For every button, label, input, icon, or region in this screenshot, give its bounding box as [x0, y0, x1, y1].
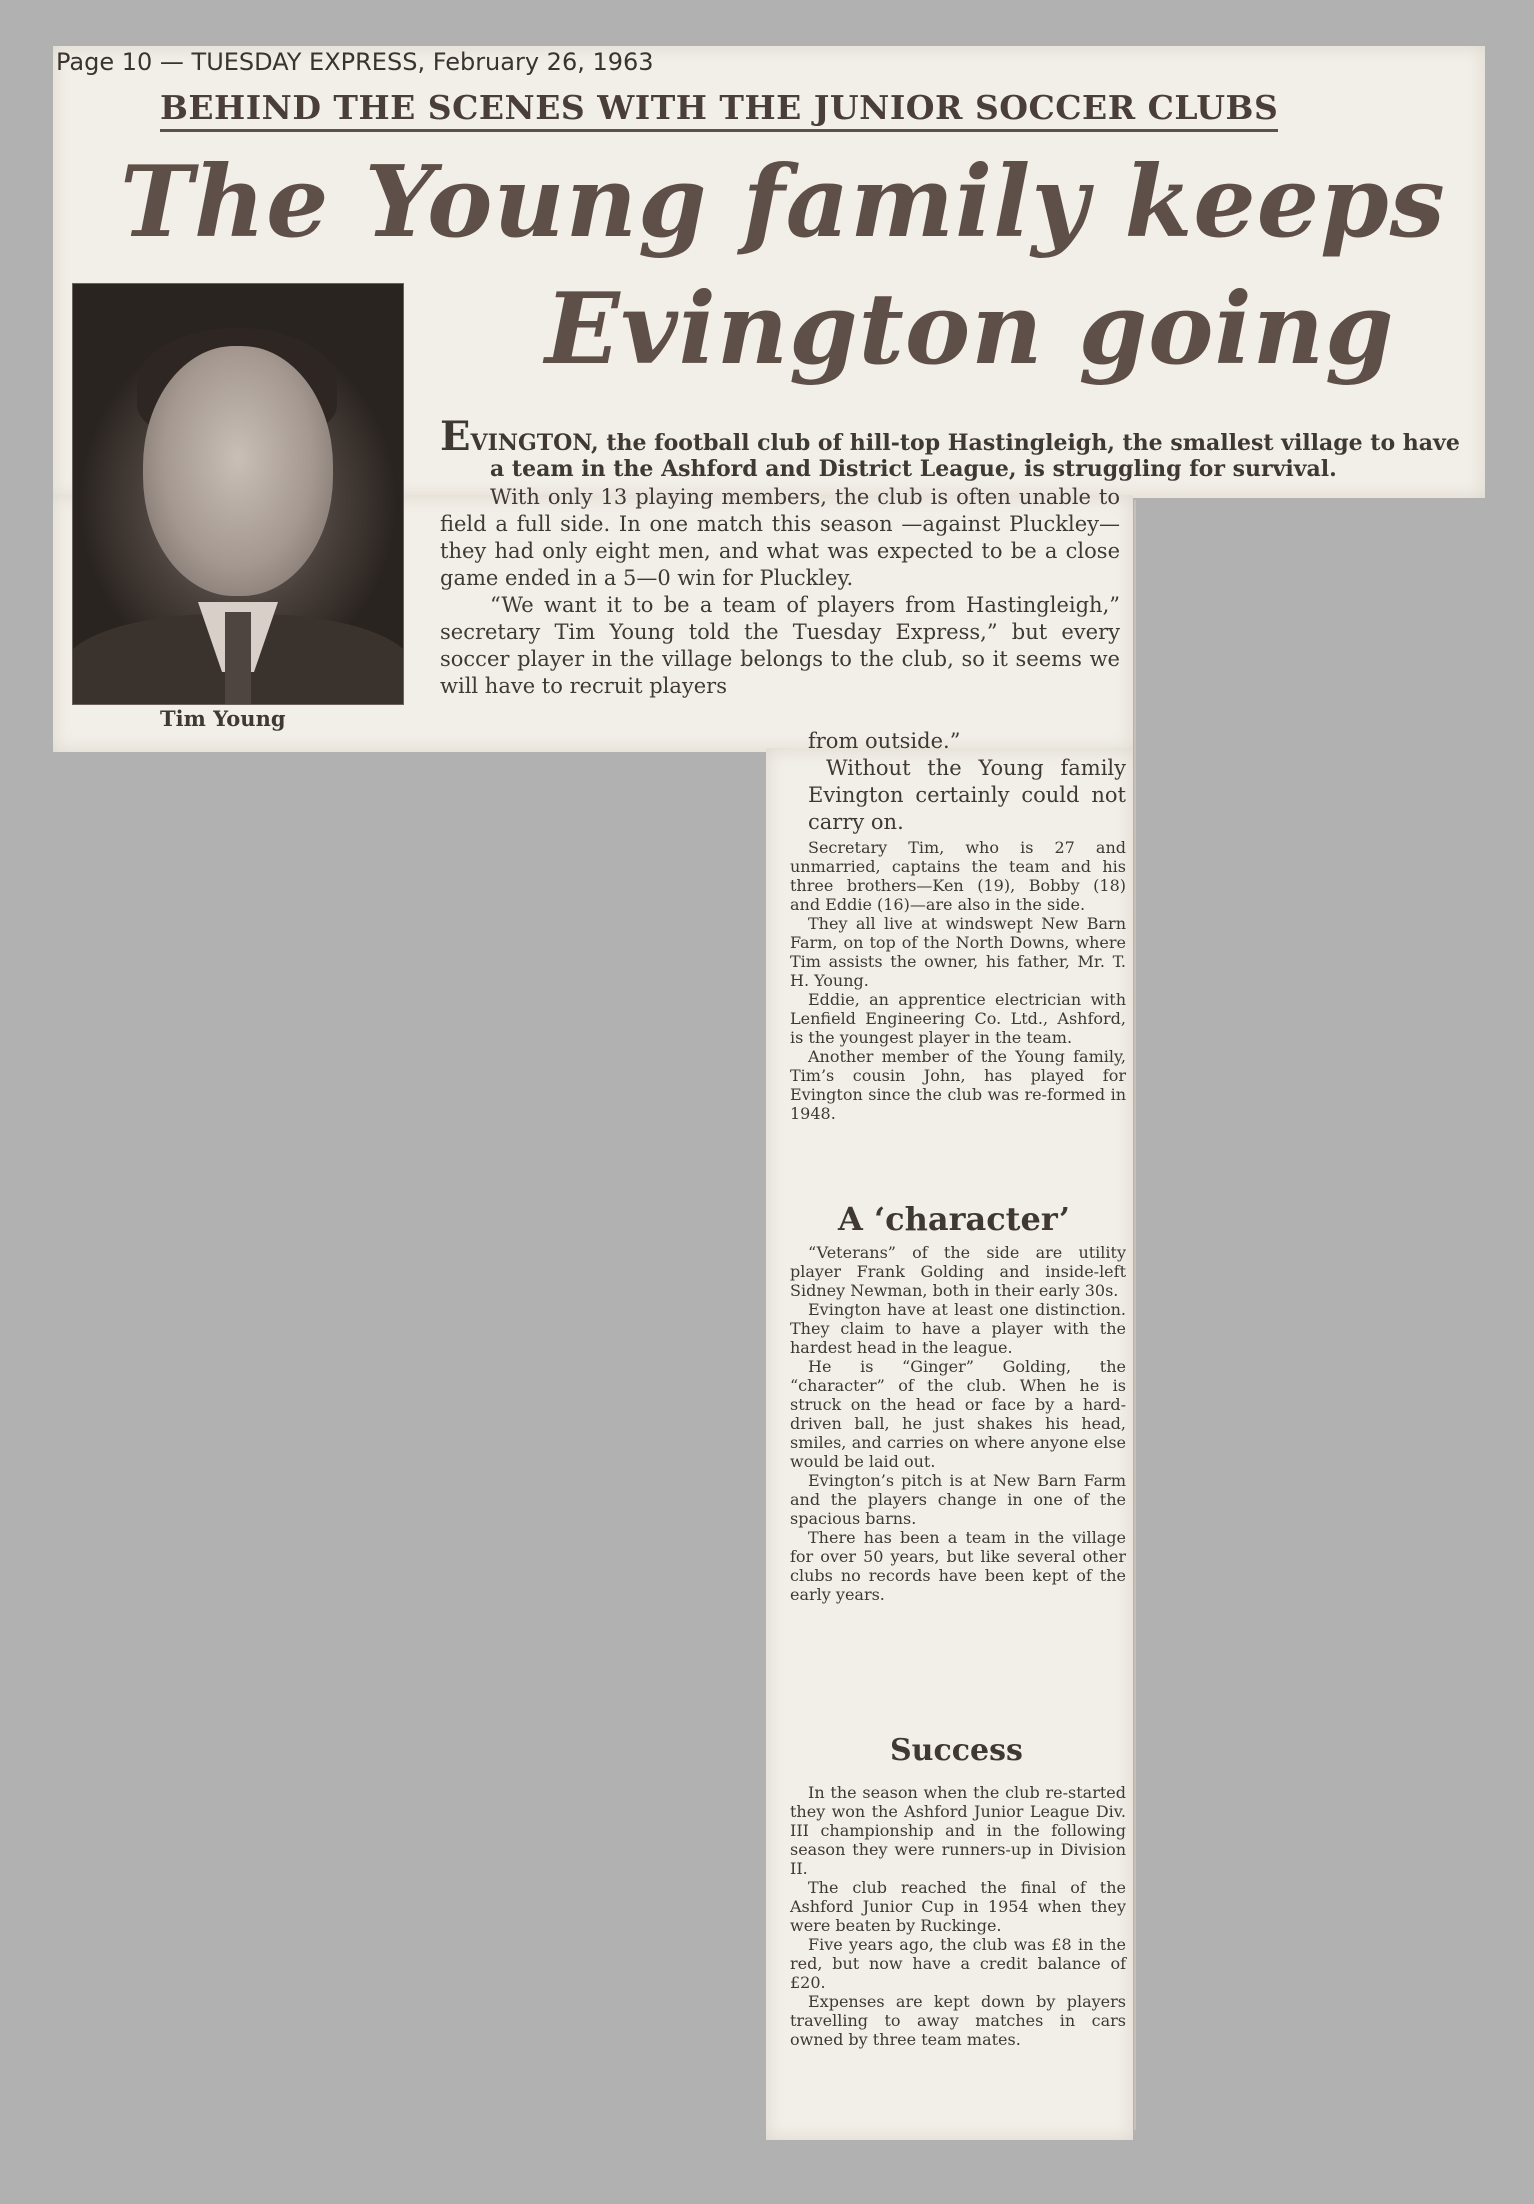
article-narrow-column-1	[790, 838, 1126, 1123]
article-wide-column	[440, 484, 1120, 700]
paragraph-12: There has been a team in the village for over 50 years, but like several other clubs no records have been kept of the early years.	[790, 1528, 1126, 1604]
paragraph-14: The club reached the final of the Ashford Junior Cup in 1954 when they were beaten by Ruckinge.	[790, 1878, 1126, 1935]
lede-line-1: VINGTON, the football club of hill-top Hastingleigh, the smallest village to have	[470, 430, 1460, 456]
photo-caption: Tim Young	[160, 706, 286, 731]
subhead-character: A ‘character’	[838, 1200, 1070, 1238]
article-narrow-large	[808, 728, 1126, 836]
paragraph-2: “We want it to be a team of players from Hastingleigh,” secretary Tim Young told the Tuesday Express,” but every soccer player in the village belongs to the club, so it seems we will have to recruit players	[440, 593, 1120, 698]
paragraph-1: With only 13 playing members, the club is often unable to field a full side. In one match this season —against Pluckley—they had only eight men, and what was expected to be a close game ended in a 5—0 win for Pluckley.	[440, 485, 1120, 590]
paragraph-10: He is “Ginger” Golding, the “character” of the club. When he is struck on the head or face by a hard-driven ball, he just shakes his head, smiles, and carries on where anyone else would be laid out.	[790, 1357, 1126, 1471]
dateline: Page 10 — TUESDAY EXPRESS, February 26, 1963	[56, 48, 654, 76]
paragraph-13: In the season when the club re-started they won the Ashford Junior League Div. III championship and in the following season they were runners-up in Division II.	[790, 1783, 1126, 1878]
drop-cap: E	[440, 413, 471, 460]
article-lede	[440, 413, 1470, 482]
subhead-success: Success	[890, 1733, 1023, 1768]
paragraph-7: Another member of the Young family, Tim’s cousin John, has played for Evington since the club was re-formed in 1948.	[790, 1047, 1126, 1123]
photo-face	[143, 346, 333, 596]
paragraph-11: Evington’s pitch is at New Barn Farm and the players change in one of the spacious barns.	[790, 1471, 1126, 1528]
paragraph-15: Five years ago, the club was £8 in the red, but now have a credit balance of £20.	[790, 1935, 1126, 1992]
headline-line-1: The Young family keeps	[120, 145, 1446, 260]
paragraph-5: They all live at windswept New Barn Farm, on top of the North Downs, where Tim assists the owner, his father, Mr. T. H. Young.	[790, 914, 1126, 990]
portrait-photo	[72, 283, 404, 705]
paragraph-8: “Veterans” of the side are utility player Frank Golding and inside-left Sidney Newman, both in their early 30s.	[790, 1243, 1126, 1300]
column-edge	[1134, 500, 1136, 2130]
paragraph-16: Expenses are kept down by players travelling to away matches in cars owned by three team mates.	[790, 1992, 1126, 2049]
photo-tie	[225, 612, 251, 704]
article-narrow-column-2	[790, 1243, 1126, 1604]
paragraph-6: Eddie, an apprentice electrician with Lenfield Engineering Co. Ltd., Ashford, is the youngest player in the team.	[790, 990, 1126, 1047]
paragraph-4: Secretary Tim, who is 27 and unmarried, captains the team and his three brothers—Ken (19), Bobby (18) and Eddie (16)—are also in the side.	[790, 838, 1126, 914]
paragraph-2-end: from outside.”	[808, 729, 961, 753]
paragraph-9: Evington have at least one distinction. They claim to have a player with the hardest head in the league.	[790, 1300, 1126, 1357]
kicker-heading: BEHIND THE SCENES WITH THE JUNIOR SOCCER CLUBS	[160, 88, 1278, 132]
paragraph-3: Without the Young family Evington certainly could not carry on.	[808, 756, 1126, 834]
headline-line-2: Evington going	[545, 272, 1395, 387]
lede-line-2: a team in the Ashford and District League, is struggling for survival.	[490, 456, 1337, 482]
article-narrow-column-3	[790, 1783, 1126, 2049]
